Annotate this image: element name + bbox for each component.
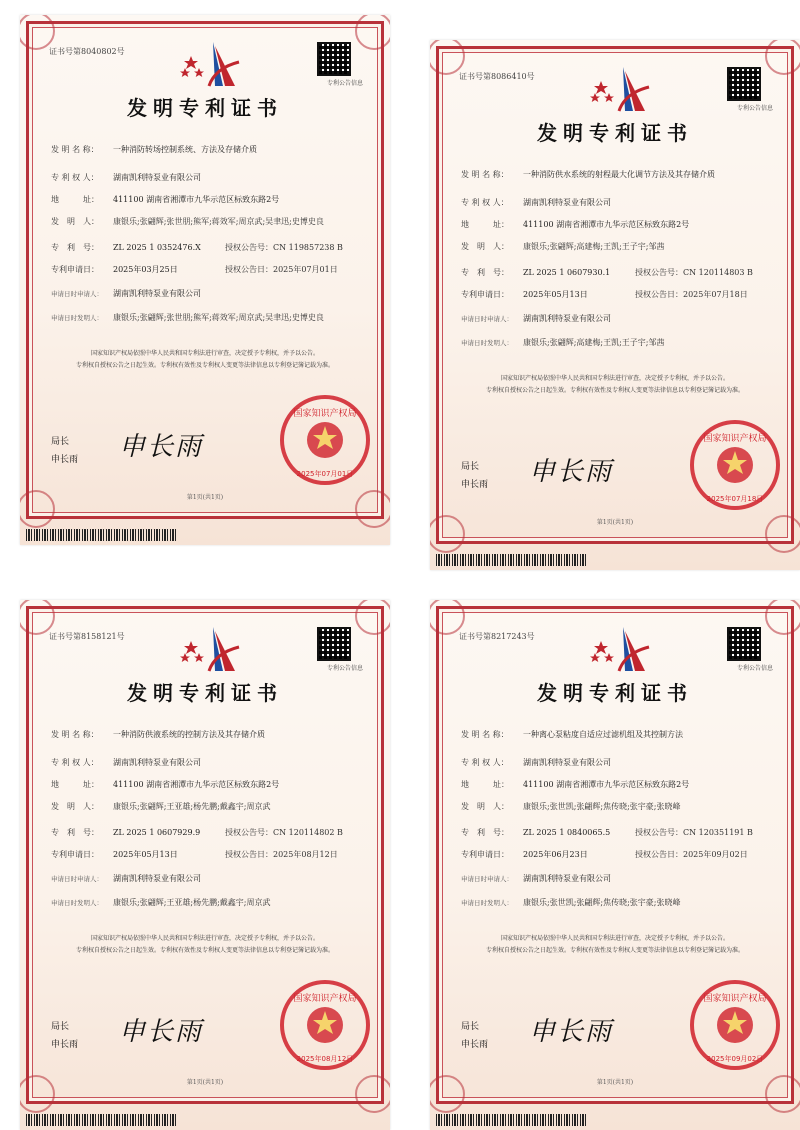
app-applicant-row	[51, 288, 201, 300]
page-number: 第1页(共1页)	[186, 1079, 224, 1086]
app-inventors-label: 申请日时发明人：	[51, 899, 103, 907]
address-value: 411100 湖南省湘潭市九华示范区标致东路2号	[113, 195, 280, 204]
invention-name-value: 一种离心泵粘度自适应过滤机组及其控制方法	[523, 730, 683, 739]
app-inventors-row	[461, 337, 523, 349]
director-name: 申长雨	[51, 1040, 79, 1050]
inventors-row	[51, 216, 113, 227]
patent-certificate-3	[20, 600, 390, 1130]
notice-line-2: 专利权自授权公告之日起生效。专利权有效性及专利权人变更等法律信息以专利登记簿记载为准。	[75, 362, 334, 369]
app-date-row	[461, 849, 588, 860]
seal-text: 国家知识产权局	[703, 434, 767, 444]
official-seal-icon	[689, 979, 781, 1071]
app-date-label: 专利申请日：	[51, 265, 99, 274]
notice-line-2: 专利权自授权公告之日起生效。专利权有效性及专利权人变更等法律信息以专利登记簿记载为准。	[75, 947, 334, 954]
address-label: 地 址：	[461, 780, 509, 789]
address-value: 411100 湖南省湘潭市九华示范区标致东路2号	[523, 780, 690, 789]
grant-date-value: 2025年07月01日	[273, 265, 338, 274]
app-inventors-value: 康银乐;张翩辉;高建梅;王凯;王子宇;邹茜	[523, 338, 665, 347]
patentee-label: 专 利 权 人：	[51, 173, 99, 182]
address-label: 地 址：	[461, 220, 509, 229]
app-applicant-row	[51, 873, 201, 885]
app-applicant-value: 湖南凯利特泵业有限公司	[523, 874, 611, 883]
patent-certificate-1	[20, 15, 390, 545]
app-inventors-row	[51, 897, 113, 909]
invention-name-label: 发 明 名 称：	[51, 145, 99, 154]
patent-no-value: ZL 2025 1 0607929.9	[113, 828, 201, 837]
director-signature: 申长雨	[529, 457, 614, 487]
patent-no-label: 专 利 号：	[461, 268, 509, 277]
grant-date-label: 授权公告日：	[635, 290, 683, 299]
seal-date: 2025年08月12日	[296, 1055, 354, 1063]
grant-date-row	[635, 849, 748, 860]
barcode	[26, 1114, 176, 1126]
seal-text: 国家知识产权局	[293, 994, 357, 1004]
patent-no-value: ZL 2025 1 0607930.1	[523, 268, 611, 277]
certificate-border	[26, 21, 384, 519]
seal-date: 2025年07月18日	[706, 495, 764, 503]
app-applicant-row	[461, 313, 611, 325]
patentee-row	[51, 172, 201, 183]
inventors-value: 康银乐;张翩辉;张世朋;熊军;蒋效军;周京武;吴聿迅;史博史良	[113, 217, 324, 226]
patent-no-label: 专 利 号：	[461, 828, 509, 837]
app-date-row	[51, 264, 178, 275]
app-date-label: 专利申请日：	[461, 850, 509, 859]
inventors-label: 发 明 人：	[51, 217, 99, 226]
patent-no-row	[461, 827, 610, 838]
seal-text: 国家知识产权局	[703, 994, 767, 1004]
inventors-label: 发 明 人：	[461, 802, 509, 811]
director-signature: 申长雨	[119, 432, 204, 462]
patentee-row	[461, 757, 611, 768]
certificate-border	[436, 606, 794, 1104]
app-applicant-label: 申请日时申请人：	[461, 315, 513, 323]
grant-pub-no-row	[225, 827, 343, 838]
patent-no-value: ZL 2025 1 0352476.X	[113, 243, 201, 252]
address-label: 地 址：	[51, 195, 99, 204]
certificate-title: 发明专利证书	[537, 121, 693, 145]
grant-pub-no-label: 授权公告号：	[225, 828, 273, 837]
certificate-number: 证书号第8217243号	[459, 632, 535, 641]
inventors-label: 发 明 人：	[51, 802, 99, 811]
official-seal-icon	[279, 394, 371, 486]
address-row	[51, 194, 279, 205]
app-date-value: 2025年03月25日	[113, 265, 178, 274]
patent-certificate-4	[430, 600, 800, 1130]
cnipa-emblem-icon	[179, 38, 249, 90]
qr-code	[727, 67, 761, 101]
page-number: 第1页(共1页)	[596, 1079, 634, 1086]
grant-pub-no-value: CN 120114803 B	[683, 268, 753, 277]
patentee-label: 专 利 权 人：	[461, 198, 509, 207]
invention-name-value: 一种消防供液系统的控制方法及其存储介质	[113, 730, 265, 739]
director-title: 局长	[51, 1022, 70, 1032]
app-inventors-label: 申请日时发明人：	[461, 899, 513, 907]
app-date-label: 专利申请日：	[51, 850, 99, 859]
grant-pub-no-value: CN 120114802 B	[273, 828, 343, 837]
grant-date-label: 授权公告日：	[225, 265, 273, 274]
app-applicant-value: 湖南凯利特泵业有限公司	[523, 314, 611, 323]
patent-no-value: ZL 2025 1 0840065.5	[523, 828, 611, 837]
patentee-value: 湖南凯利特泵业有限公司	[113, 173, 201, 182]
director-name: 申长雨	[461, 480, 489, 490]
qr-code	[317, 627, 351, 661]
invention-name-label: 发 明 名 称：	[461, 730, 509, 739]
invention-name-row	[461, 169, 715, 180]
corner-ornament	[765, 40, 800, 75]
grant-date-row	[225, 849, 338, 860]
barcode	[436, 1114, 586, 1126]
grant-pub-no-row	[635, 267, 753, 278]
seal-text: 国家知识产权局	[293, 409, 357, 419]
invention-name-value: 一种消防供水系统的射程最大化调节方法及其存储介质	[523, 170, 715, 179]
address-row	[461, 219, 689, 230]
barcode	[26, 529, 176, 541]
app-applicant-label: 申请日时申请人：	[51, 875, 103, 883]
grant-date-value: 2025年08月12日	[273, 850, 338, 859]
app-applicant-label: 申请日时申请人：	[461, 875, 513, 883]
app-date-row	[461, 289, 588, 300]
address-row	[51, 779, 279, 790]
address-label: 地 址：	[51, 780, 99, 789]
qr-label: 专利公告信息	[736, 105, 773, 112]
app-applicant-value: 湖南凯利特泵业有限公司	[113, 874, 201, 883]
patent-certificate-2	[430, 40, 800, 570]
address-value: 411100 湖南省湘潭市九华示范区标致东路2号	[113, 780, 280, 789]
grant-pub-no-row	[225, 242, 343, 253]
qr-label: 专利公告信息	[326, 665, 363, 672]
notice-line-2: 专利权自授权公告之日起生效。专利权有效性及专利权人变更等法律信息以专利登记簿记载为准。	[485, 387, 744, 394]
cnipa-emblem-icon	[179, 623, 249, 675]
corner-ornament	[430, 600, 465, 635]
patentee-value: 湖南凯利特泵业有限公司	[113, 758, 201, 767]
director-name: 申长雨	[461, 1040, 489, 1050]
director-title: 局长	[461, 462, 480, 472]
invention-name-row	[461, 729, 683, 740]
grant-date-value: 2025年09月02日	[683, 850, 748, 859]
corner-ornament	[765, 600, 800, 635]
grant-pub-no-label: 授权公告号：	[635, 828, 683, 837]
certificate-title: 发明专利证书	[537, 681, 693, 705]
qr-code	[317, 42, 351, 76]
app-inventors-value: 康银乐;张翩辉;王亚雄;杨先鹏;戴鑫宇;周京武	[113, 898, 271, 907]
inventors-value: 康银乐;张世凯;张翩辉;焦传晓;张宇豪;张晓峰	[523, 802, 681, 811]
certificate-number: 证书号第8040802号	[49, 47, 125, 56]
director-signature: 申长雨	[119, 1017, 204, 1047]
patent-no-row	[51, 242, 201, 253]
cnipa-emblem-icon	[589, 623, 659, 675]
grant-pub-no-label: 授权公告号：	[225, 243, 273, 252]
inventors-value: 康银乐;张翩辉;高建梅;王凯;王子宇;邹茜	[523, 242, 665, 251]
page-number: 第1页(共1页)	[596, 519, 634, 526]
corner-ornament	[355, 15, 390, 50]
barcode	[436, 554, 586, 566]
seal-date: 2025年07月01日	[296, 470, 354, 478]
patentee-value: 湖南凯利特泵业有限公司	[523, 758, 611, 767]
inventors-row	[461, 801, 523, 812]
patent-no-label: 专 利 号：	[51, 828, 99, 837]
certificate-number: 证书号第8086410号	[459, 72, 535, 81]
app-inventors-label: 申请日时发明人：	[51, 314, 103, 322]
grant-pub-no-value: CN 120351191 B	[683, 828, 753, 837]
corner-ornament	[20, 600, 55, 635]
notice-line-1: 国家知识产权局依照中华人民共和国专利法进行审查，决定授予专利权，并予以公告。	[500, 935, 729, 942]
invention-name-row	[51, 729, 265, 740]
corner-ornament	[20, 15, 55, 50]
notice-line-2: 专利权自授权公告之日起生效。专利权有效性及专利权人变更等法律信息以专利登记簿记载为准。	[485, 947, 744, 954]
inventors-label: 发 明 人：	[461, 242, 509, 251]
patentee-value: 湖南凯利特泵业有限公司	[523, 198, 611, 207]
app-date-row	[51, 849, 178, 860]
cnipa-emblem-icon	[589, 63, 659, 115]
inventors-row	[51, 801, 113, 812]
patent-no-row	[51, 827, 200, 838]
app-date-label: 专利申请日：	[461, 290, 509, 299]
invention-name-label: 发 明 名 称：	[51, 730, 99, 739]
corner-ornament	[430, 40, 465, 75]
app-date-value: 2025年05月13日	[113, 850, 178, 859]
notice-line-1: 国家知识产权局依照中华人民共和国专利法进行审查，决定授予专利权，并予以公告。	[90, 935, 319, 942]
grant-date-label: 授权公告日：	[635, 850, 683, 859]
official-seal-icon	[689, 419, 781, 511]
certificate-border	[436, 46, 794, 544]
patentee-label: 专 利 权 人：	[51, 758, 99, 767]
certificate-title: 发明专利证书	[127, 681, 283, 705]
official-seal-icon	[279, 979, 371, 1071]
address-value: 411100 湖南省湘潭市九华示范区标致东路2号	[523, 220, 690, 229]
app-inventors-value: 康银乐;张翩辉;张世朋;熊军;蒋效军;周京武;吴聿迅;史博史良	[113, 313, 324, 322]
patentee-row	[51, 757, 201, 768]
grant-date-row	[635, 289, 748, 300]
app-inventors-row	[461, 897, 523, 909]
grant-date-label: 授权公告日：	[225, 850, 273, 859]
director-title: 局长	[51, 437, 70, 447]
app-applicant-row	[461, 873, 611, 885]
patent-no-label: 专 利 号：	[51, 243, 99, 252]
page-number: 第1页(共1页)	[186, 494, 224, 501]
app-applicant-label: 申请日时申请人：	[51, 290, 103, 298]
grant-pub-no-value: CN 119857238 B	[273, 243, 343, 252]
inventors-value: 康银乐;张翩辉;王亚雄;杨先鹏;戴鑫宇;周京武	[113, 802, 271, 811]
corner-ornament	[355, 600, 390, 635]
grant-date-value: 2025年07月18日	[683, 290, 748, 299]
notice-line-1: 国家知识产权局依照中华人民共和国专利法进行审查，决定授予专利权，并予以公告。	[90, 350, 319, 357]
director-title: 局长	[461, 1022, 480, 1032]
address-row	[461, 779, 689, 790]
director-name: 申长雨	[51, 455, 79, 465]
app-applicant-value: 湖南凯利特泵业有限公司	[113, 289, 201, 298]
invention-name-label: 发 明 名 称：	[461, 170, 509, 179]
grant-pub-no-label: 授权公告号：	[635, 268, 683, 277]
app-date-value: 2025年06月23日	[523, 850, 588, 859]
patentee-label: 专 利 权 人：	[461, 758, 509, 767]
seal-date: 2025年09月02日	[706, 1055, 764, 1063]
director-signature: 申长雨	[529, 1017, 614, 1047]
certificate-border	[26, 606, 384, 1104]
app-inventors-value: 康银乐;张世凯;张翩辉;焦传晓;张宇豪;张晓峰	[523, 898, 681, 907]
grant-pub-no-row	[635, 827, 753, 838]
qr-label: 专利公告信息	[736, 665, 773, 672]
grant-date-row	[225, 264, 338, 275]
app-inventors-label: 申请日时发明人：	[461, 339, 513, 347]
app-inventors-row	[51, 312, 113, 324]
qr-label: 专利公告信息	[326, 80, 363, 87]
patentee-row	[461, 197, 611, 208]
inventors-row	[461, 241, 523, 252]
notice-line-1: 国家知识产权局依照中华人民共和国专利法进行审查，决定授予专利权，并予以公告。	[500, 375, 729, 382]
invention-name-value: 一种消防转场控制系统、方法及存储介质	[113, 145, 257, 154]
patent-no-row	[461, 267, 610, 278]
invention-name-row	[51, 144, 257, 155]
certificate-title: 发明专利证书	[127, 96, 283, 120]
qr-code	[727, 627, 761, 661]
certificate-number: 证书号第8158121号	[49, 632, 125, 641]
app-date-value: 2025年05月13日	[523, 290, 588, 299]
